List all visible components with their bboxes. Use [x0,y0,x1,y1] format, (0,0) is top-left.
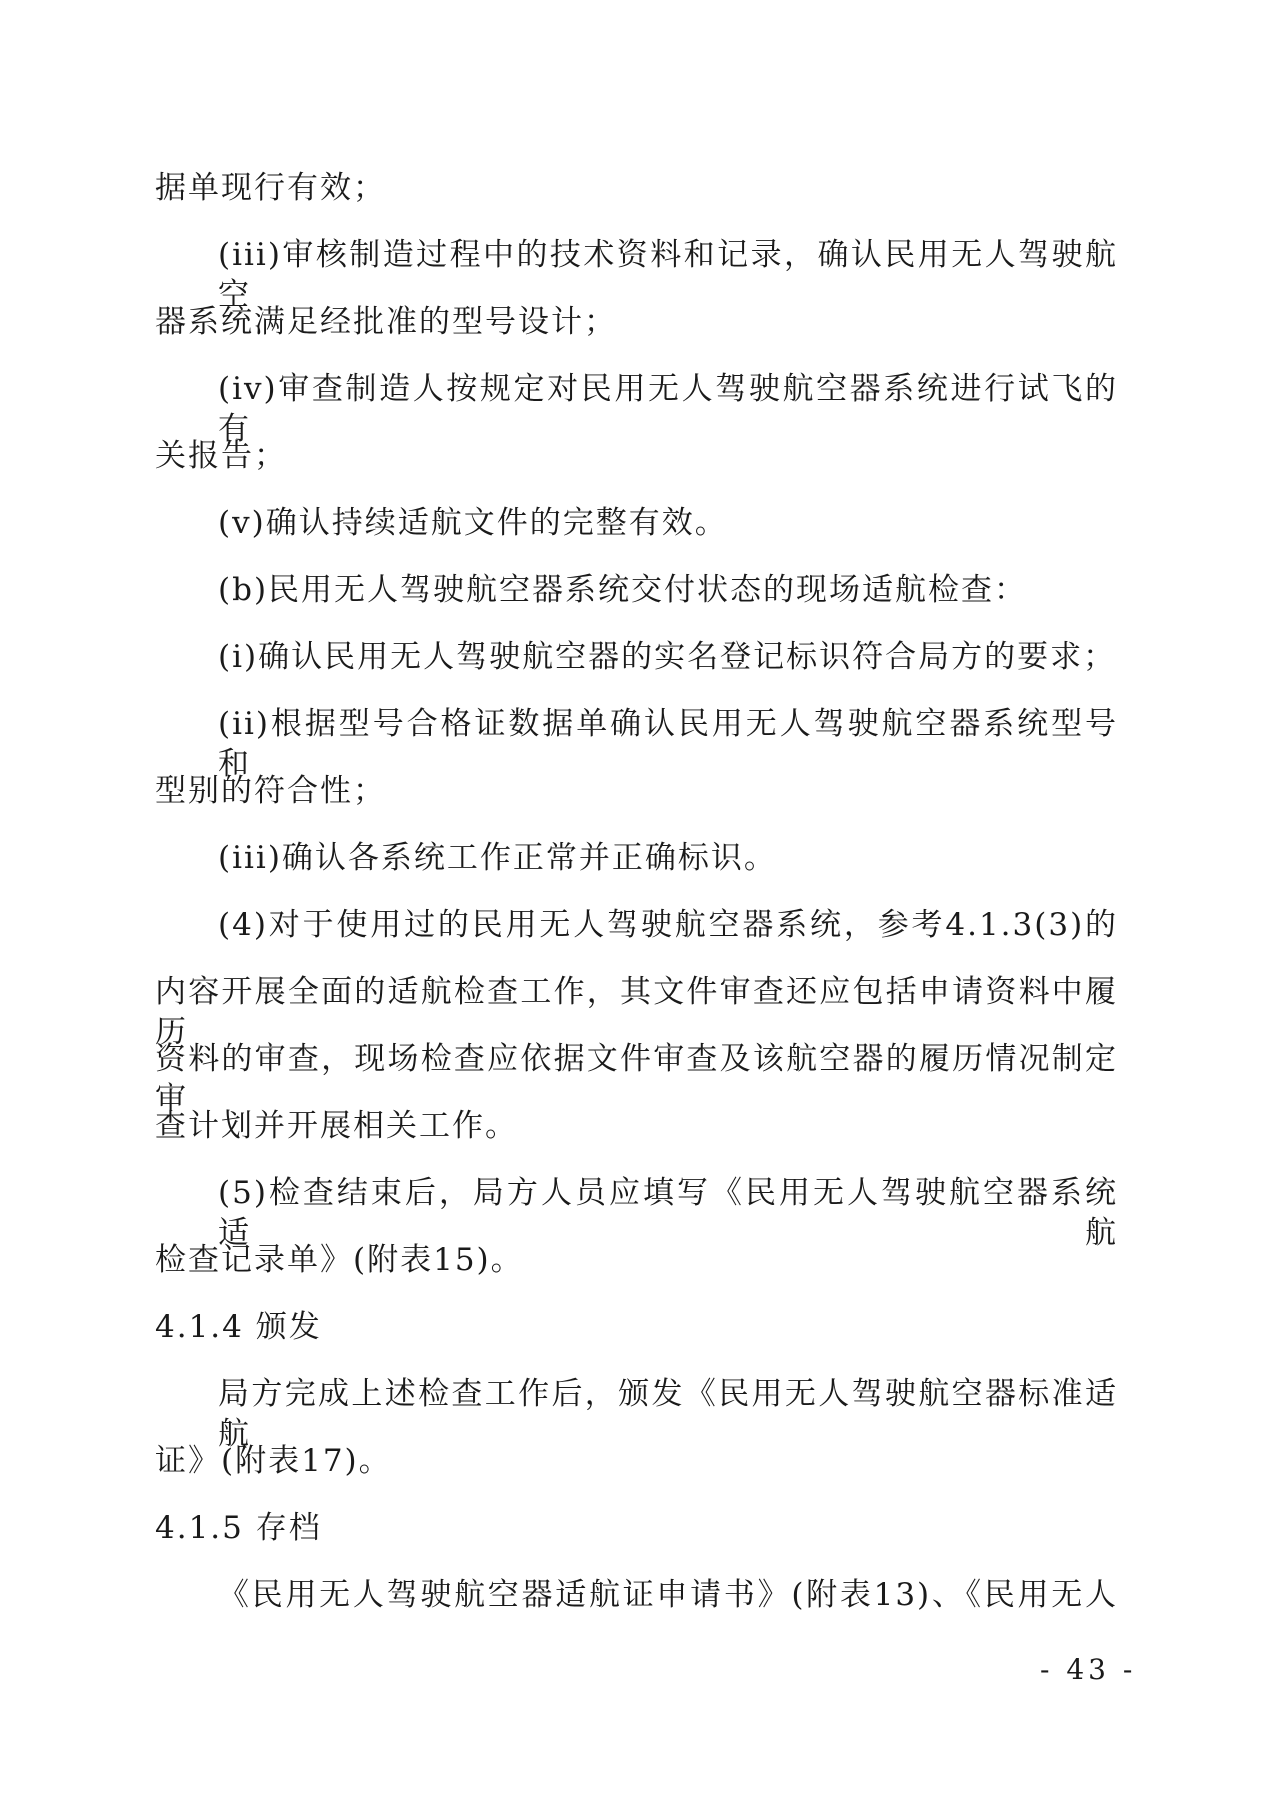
page-number: - 43 - [1040,1653,1137,1686]
text-line-10: 型别的符合性； [155,773,386,809]
text-line-4: (iv)审查制造人按规定对民用无人驾驶航空器系统进行试飞的有 [218,371,1118,447]
text-line-20: 证》(附表17)。 [155,1443,392,1479]
text-line-7: (b)民用无人驾驶航空器系统交付状态的现场适航检查： [218,572,1028,608]
text-line-8: (i)确认民用无人驾驶航空器的实名登记标识符合局方的要求； [218,639,1117,675]
text-line-5: 关报告； [155,438,287,474]
text-line-13: 内容开展全面的适航检查工作，其文件审查还应包括申请资料中履历 [155,974,1118,1050]
section-heading-4-1-4: 4.1.4 颁发 [155,1309,322,1345]
text-line-3: 器系统满足经批准的型号设计； [155,304,617,340]
text-line-11: (iii)确认各系统工作正常并正确标识。 [218,840,777,876]
text-line-6: (v)确认持续适航文件的完整有效。 [218,505,728,541]
text-line-9: (ii)根据型号合格证数据单确认民用无人驾驶航空器系统型号和 [218,706,1118,782]
text-line-16: (5)检查结束后，局方人员应填写《民用无人驾驶航空器系统适航 [218,1175,1118,1251]
text-line-12: (4)对于使用过的民用无人驾驶航空器系统，参考4.1.3(3)的 [218,907,1118,943]
text-line-14: 资料的审查，现场检查应依据文件审查及该航空器的履历情况制定审 [155,1041,1118,1117]
text-line-19: 局方完成上述检查工作后，颁发《民用无人驾驶航空器标准适航 [218,1376,1118,1452]
text-line-17: 检查记录单》(附表15)。 [155,1242,524,1278]
text-line-2: (iii)审核制造过程中的技术资料和记录，确认民用无人驾驶航空 [218,237,1118,313]
text-line-22: 《民用无人驾驶航空器适航证申请书》(附表13)、《民用无人 [218,1577,1118,1613]
text-line-1: 据单现行有效； [155,170,386,206]
text-line-15: 查计划并开展相关工作。 [155,1108,518,1144]
section-heading-4-1-5: 4.1.5 存档 [155,1510,322,1546]
